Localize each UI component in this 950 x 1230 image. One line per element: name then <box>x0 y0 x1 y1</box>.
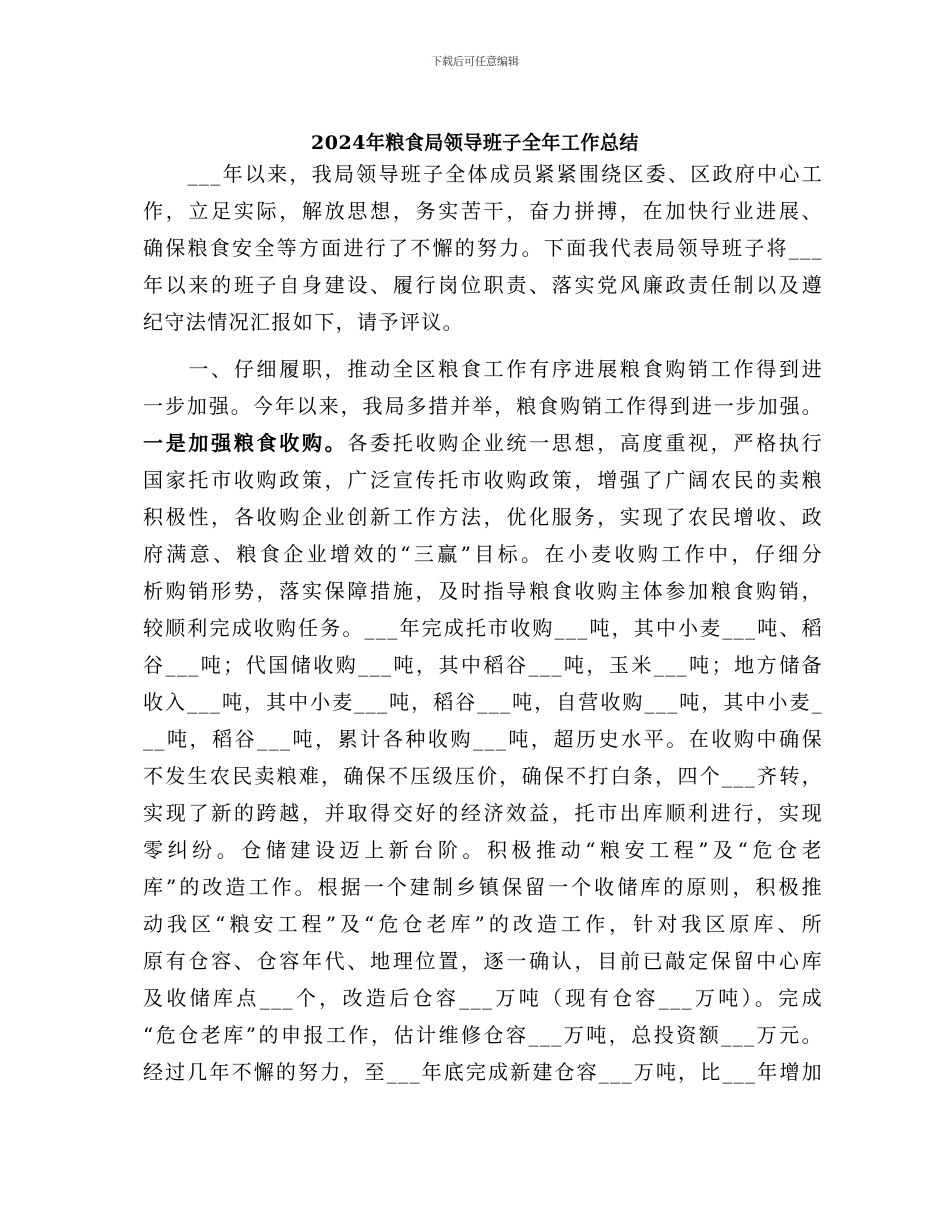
document-title: 2024年粮食局领导班子全年工作总结 <box>311 132 639 154</box>
body-line: 及收储库点___个，改造后仓容___万吨（现有仓容___万吨）。完成 <box>143 986 823 1010</box>
body-line-with-lead <box>143 431 823 455</box>
body-line: “危仓老库”的申报工作，估计维修仓容___万吨，总投资额___万元。 <box>143 1023 823 1047</box>
body-line: ___年以来，我局领导班子全体成员紧紧围绕区委、区政府中心工 <box>143 162 823 186</box>
body-line: 实现了新的跨越，并取得交好的经济效益，托市出库顺利进行，实现 <box>143 801 823 825</box>
body-line-rest: 各委托收购企业统一思想，高度重视，严格执行 <box>347 431 823 455</box>
body-line: 确保粮食安全等方面进行了不懈的努力。下面我代表局领导班子将___ <box>143 236 823 260</box>
body-line: 年以来的班子自身建设、履行岗位职责、落实党风廉政责任制以及遵 <box>143 273 823 297</box>
body-line: 谷___吨；代国储收购___吨，其中稻谷___吨，玉米___吨；地方储备 <box>143 653 823 677</box>
body-line: 原有仓容、仓容年代、地理位置，逐一确认，目前已敲定保留中心库 <box>143 949 823 973</box>
body-line: 收入___吨，其中小麦___吨，稻谷___吨，自营收购___吨，其中小麦_ <box>143 690 823 714</box>
body-line: 零纠纷。仓储建设迈上新台阶。积极推动“粮安工程”及“危仓老 <box>143 838 823 862</box>
body-line: 一步加强。今年以来，我局多措并举，粮食购销工作得到进一步加强。 <box>143 394 823 418</box>
body-line: 经过几年不懈的努力，至___年底完成新建仓容___万吨，比___年增加 <box>143 1060 823 1084</box>
body-line: 作，立足实际，解放思想，务实苦干，奋力拼搏，在加快行业进展、 <box>143 199 823 223</box>
body-line: 府满意、粮食企业增效的“三赢”目标。在小麦收购工作中，仔细分 <box>143 542 823 566</box>
body-line: 较顺利完成收购任务。___年完成托市收购___吨，其中小麦___吨、稻 <box>143 616 823 640</box>
body-line: 一、仔细履职，推动全区粮食工作有序进展粮食购销工作得到进 <box>143 357 823 381</box>
header-note: 下载后可任意编辑 <box>431 55 519 68</box>
body-line: 纪守法情况汇报如下，请予评议。 <box>143 310 464 334</box>
body-line: __吨，稻谷___吨，累计各种收购___吨，超历史水平。在收购中确保 <box>143 727 823 751</box>
bold-lead: 一是加强粮食收购。 <box>143 431 348 455</box>
body-line: 库”的改造工作。根据一个建制乡镇保留一个收储库的原则，积极推 <box>143 875 823 899</box>
body-line: 析购销形势，落实保障措施，及时指导粮食收购主体参加粮食购销， <box>143 579 823 603</box>
body-line: 动我区“粮安工程”及“危仓老库”的改造工作，针对我区原库、所 <box>143 912 823 936</box>
body-line: 不发生农民卖粮难，确保不压级压价，确保不打白条，四个___齐转， <box>143 764 823 788</box>
body-line: 国家托市收购政策，广泛宣传托市收购政策，增强了广阔农民的卖粮 <box>143 468 823 492</box>
body-line: 积极性，各收购企业创新工作方法，优化服务，实现了农民增收、政 <box>143 505 823 529</box>
